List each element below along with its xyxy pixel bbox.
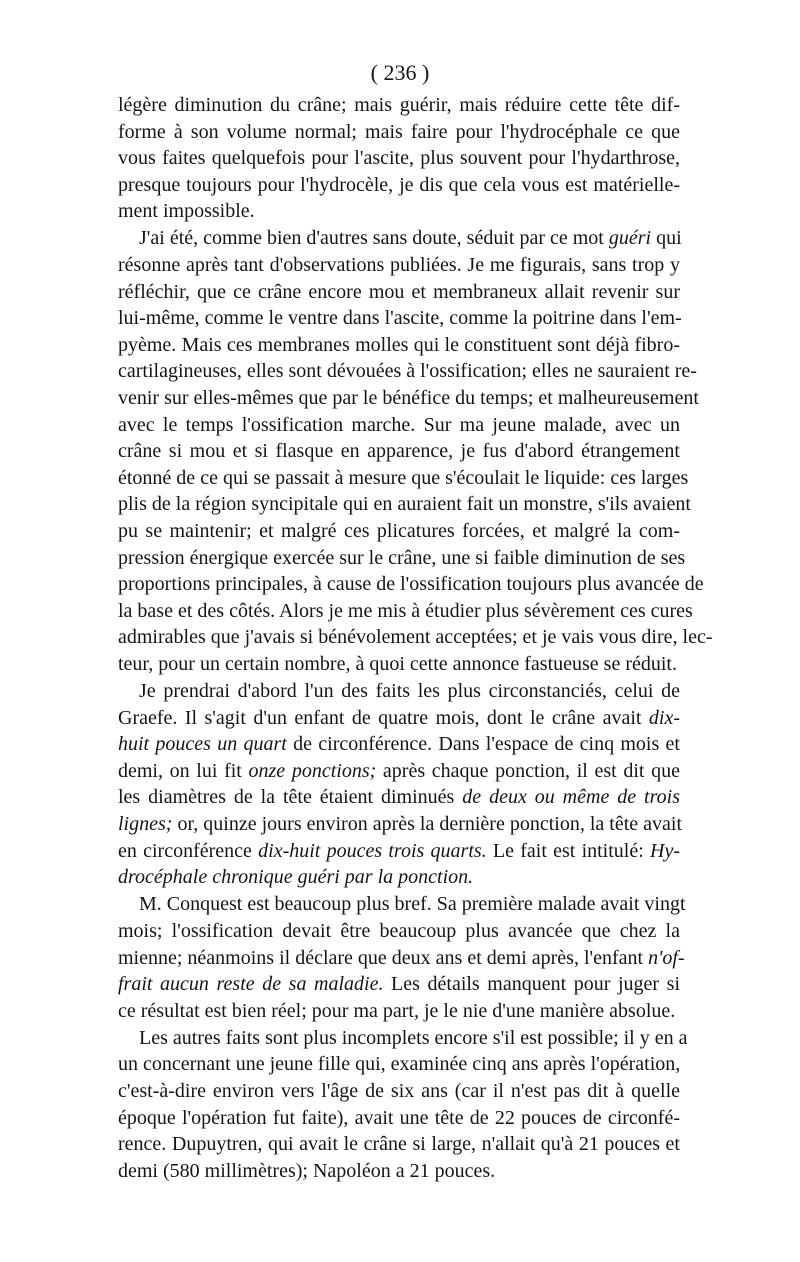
text-run: mois; l'ossification devait être beaucoup plus avancée que chez la bbox=[118, 919, 680, 942]
text-line bbox=[118, 838, 680, 865]
text-line bbox=[118, 811, 680, 838]
text-run: avec le temps l'ossification marche. Sur ma jeune malade, avec un bbox=[118, 413, 680, 436]
body-text bbox=[118, 92, 713, 1184]
text-line bbox=[118, 971, 680, 998]
italic-text: onze ponctions; bbox=[248, 759, 377, 782]
text-line bbox=[118, 651, 680, 678]
text-run: mienne; néanmoins il déclare que deux ans et demi après, l'enfant bbox=[118, 946, 649, 969]
text-run: demi (580 millimètres); Napoléon a 21 pouces. bbox=[118, 1159, 496, 1182]
text-line bbox=[118, 678, 680, 705]
text-run: admirables que j'avais si bénévolement acceptées; et je vais vous dire, lec- bbox=[118, 626, 713, 649]
text-run: époque l'opération fut faite), avait une tête de 22 pouces de circonfé- bbox=[118, 1106, 680, 1129]
text-line bbox=[118, 1131, 680, 1158]
text-line bbox=[118, 438, 680, 465]
paragraph bbox=[118, 92, 680, 225]
text-line bbox=[118, 731, 680, 758]
text-run: résonne après tant d'observations publiées. Je me figurais, sans trop y bbox=[118, 254, 680, 277]
text-line bbox=[118, 1105, 680, 1132]
text-run: J'ai été, comme bien d'autres sans doute, séduit par ce mot bbox=[139, 227, 609, 250]
text-run: ce résultat est bien réel; pour ma part, je le nie d'une manière absolue. bbox=[118, 999, 676, 1022]
text-line bbox=[118, 784, 680, 811]
text-run: après chaque ponction, il est dit que bbox=[376, 759, 680, 782]
text-run: or, quinze jours environ après la dernière ponction, la tête avait bbox=[172, 813, 682, 836]
text-line bbox=[118, 172, 680, 199]
text-run: lui-même, comme le ventre dans l'ascite, comme la poitrine dans l'em- bbox=[118, 307, 682, 330]
text-line bbox=[118, 252, 680, 279]
paragraph bbox=[118, 1025, 688, 1185]
text-run: étonné de ce qui se passait à mesure que s'écoulait le liquide: ces larges bbox=[118, 466, 689, 489]
text-run: venir sur elles-mêmes que par le bénéfice du temps; et malheureusement bbox=[118, 387, 699, 410]
text-run: qui bbox=[651, 227, 682, 250]
text-run: rence. Dupuytren, qui avait le crâne si large, n'allait qu'à 21 pouces et bbox=[118, 1133, 680, 1156]
text-line bbox=[118, 385, 699, 412]
text-line bbox=[118, 945, 685, 972]
text-run: pyème. Mais ces membranes molles qui le constituent sont déjà fibro- bbox=[118, 333, 680, 356]
text-line bbox=[118, 412, 680, 439]
text-line bbox=[118, 864, 680, 891]
italic-text: Hy- bbox=[650, 839, 680, 862]
text-run: teur, pour un certain nombre, à quoi cette annonce fastueuse se réduit. bbox=[118, 652, 677, 675]
text-run: Graefe. Il s'agit d'un enfant de quatre mois, dont le crâne avait bbox=[118, 706, 649, 729]
text-run: Je prendrai d'abord l'un des faits les plus circonstanciés, celui de bbox=[139, 680, 680, 703]
text-run: de circonférence. Dans l'espace de cinq mois et bbox=[286, 733, 680, 756]
text-line bbox=[118, 1158, 680, 1185]
text-run: les diamètres de la tête étaient diminués bbox=[118, 786, 463, 809]
text-run: cartilagineuses, elles sont dévouées à l'ossification; elles ne sauraient re- bbox=[118, 360, 697, 383]
paragraph bbox=[118, 225, 713, 677]
text-run: demi, on lui fit bbox=[118, 759, 249, 782]
text-run: pression énergique exercée sur le crâne, une si faible diminution de ses bbox=[118, 546, 686, 569]
italic-text: guéri bbox=[608, 227, 652, 250]
text-line bbox=[118, 891, 686, 918]
text-line bbox=[118, 758, 680, 785]
text-line bbox=[118, 598, 693, 625]
page-number: ( 236 ) bbox=[370, 60, 430, 85]
text-run: crâne si mou et si flasque en apparence, je fus d'abord étrangement bbox=[118, 440, 680, 463]
text-run: presque toujours pour l'hydrocèle, je dis que cela vous est matérielle- bbox=[118, 173, 680, 196]
text-line bbox=[118, 145, 680, 172]
text-run: proportions principales, à cause de l'ossification toujours plus avancée de bbox=[118, 573, 704, 596]
text-line bbox=[118, 518, 680, 545]
text-line bbox=[118, 119, 680, 146]
text-line bbox=[118, 545, 686, 572]
text-line bbox=[118, 279, 680, 306]
text-line bbox=[118, 465, 689, 492]
text-line bbox=[118, 491, 691, 518]
italic-text: huit pouces un quart bbox=[118, 733, 287, 756]
italic-text: lignes; bbox=[118, 813, 173, 836]
text-run: en circonférence bbox=[118, 839, 259, 862]
italic-text: frait aucun reste de sa maladie. bbox=[118, 973, 384, 996]
text-run: plis de la région syncipitale qui en auraient fait un monstre, s'ils avaient bbox=[118, 493, 691, 516]
text-run: vous faites quelquefois pour l'ascite, plus souvent pour l'hydarthrose, bbox=[118, 147, 680, 170]
text-run: la base et des côtés. Alors je me mis à étudier plus sévèrement ces cures bbox=[118, 599, 693, 622]
text-run: Les détails manquent pour juger si bbox=[383, 973, 680, 996]
paragraph bbox=[118, 678, 680, 891]
text-run: réfléchir, que ce crâne encore mou et membraneux allait revenir sur bbox=[118, 280, 680, 303]
text-run: pu se maintenir; et malgré ces plicatures forcées, et malgré la com- bbox=[118, 520, 680, 542]
italic-text: n'of- bbox=[648, 946, 685, 969]
text-run: c'est-à-dire environ vers l'âge de six ans (car il n'est pas dit à quelle bbox=[118, 1079, 680, 1102]
text-line bbox=[118, 1025, 688, 1052]
text-run: Le fait est intitulé: bbox=[486, 839, 651, 862]
text-run: Les autres faits sont plus incomplets encore s'il est possible; il y en a bbox=[139, 1026, 688, 1049]
text-line bbox=[118, 571, 704, 598]
text-line bbox=[118, 225, 680, 252]
text-run: ment impossible. bbox=[118, 200, 255, 223]
text-line bbox=[118, 918, 680, 945]
paragraph bbox=[118, 891, 686, 1024]
text-line bbox=[118, 92, 680, 119]
text-line bbox=[118, 198, 680, 225]
text-run: forme à son volume normal; mais faire pour l'hydrocéphale ce que bbox=[118, 120, 680, 143]
text-run: un concernant une jeune fille qui, examinée cinq ans après l'opération, bbox=[118, 1053, 681, 1076]
text-line bbox=[118, 705, 680, 732]
text-line bbox=[118, 998, 680, 1025]
text-line bbox=[118, 1051, 680, 1078]
text-line bbox=[118, 358, 697, 385]
text-line bbox=[118, 332, 680, 359]
italic-text: dix-huit pouces trois quarts. bbox=[258, 839, 487, 862]
italic-text: dix- bbox=[648, 706, 680, 729]
text-line bbox=[118, 305, 680, 332]
text-line bbox=[118, 1078, 680, 1105]
text-run: M. Conquest est beaucoup plus bref. Sa première malade avait vingt bbox=[139, 893, 686, 916]
italic-text: de deux ou même de trois bbox=[462, 786, 680, 809]
italic-text: drocéphale chronique guéri par la ponction. bbox=[118, 866, 474, 889]
text-line bbox=[118, 624, 713, 651]
text-run: légère diminution du crâne; mais guérir, mais réduire cette tête dif- bbox=[118, 94, 680, 116]
